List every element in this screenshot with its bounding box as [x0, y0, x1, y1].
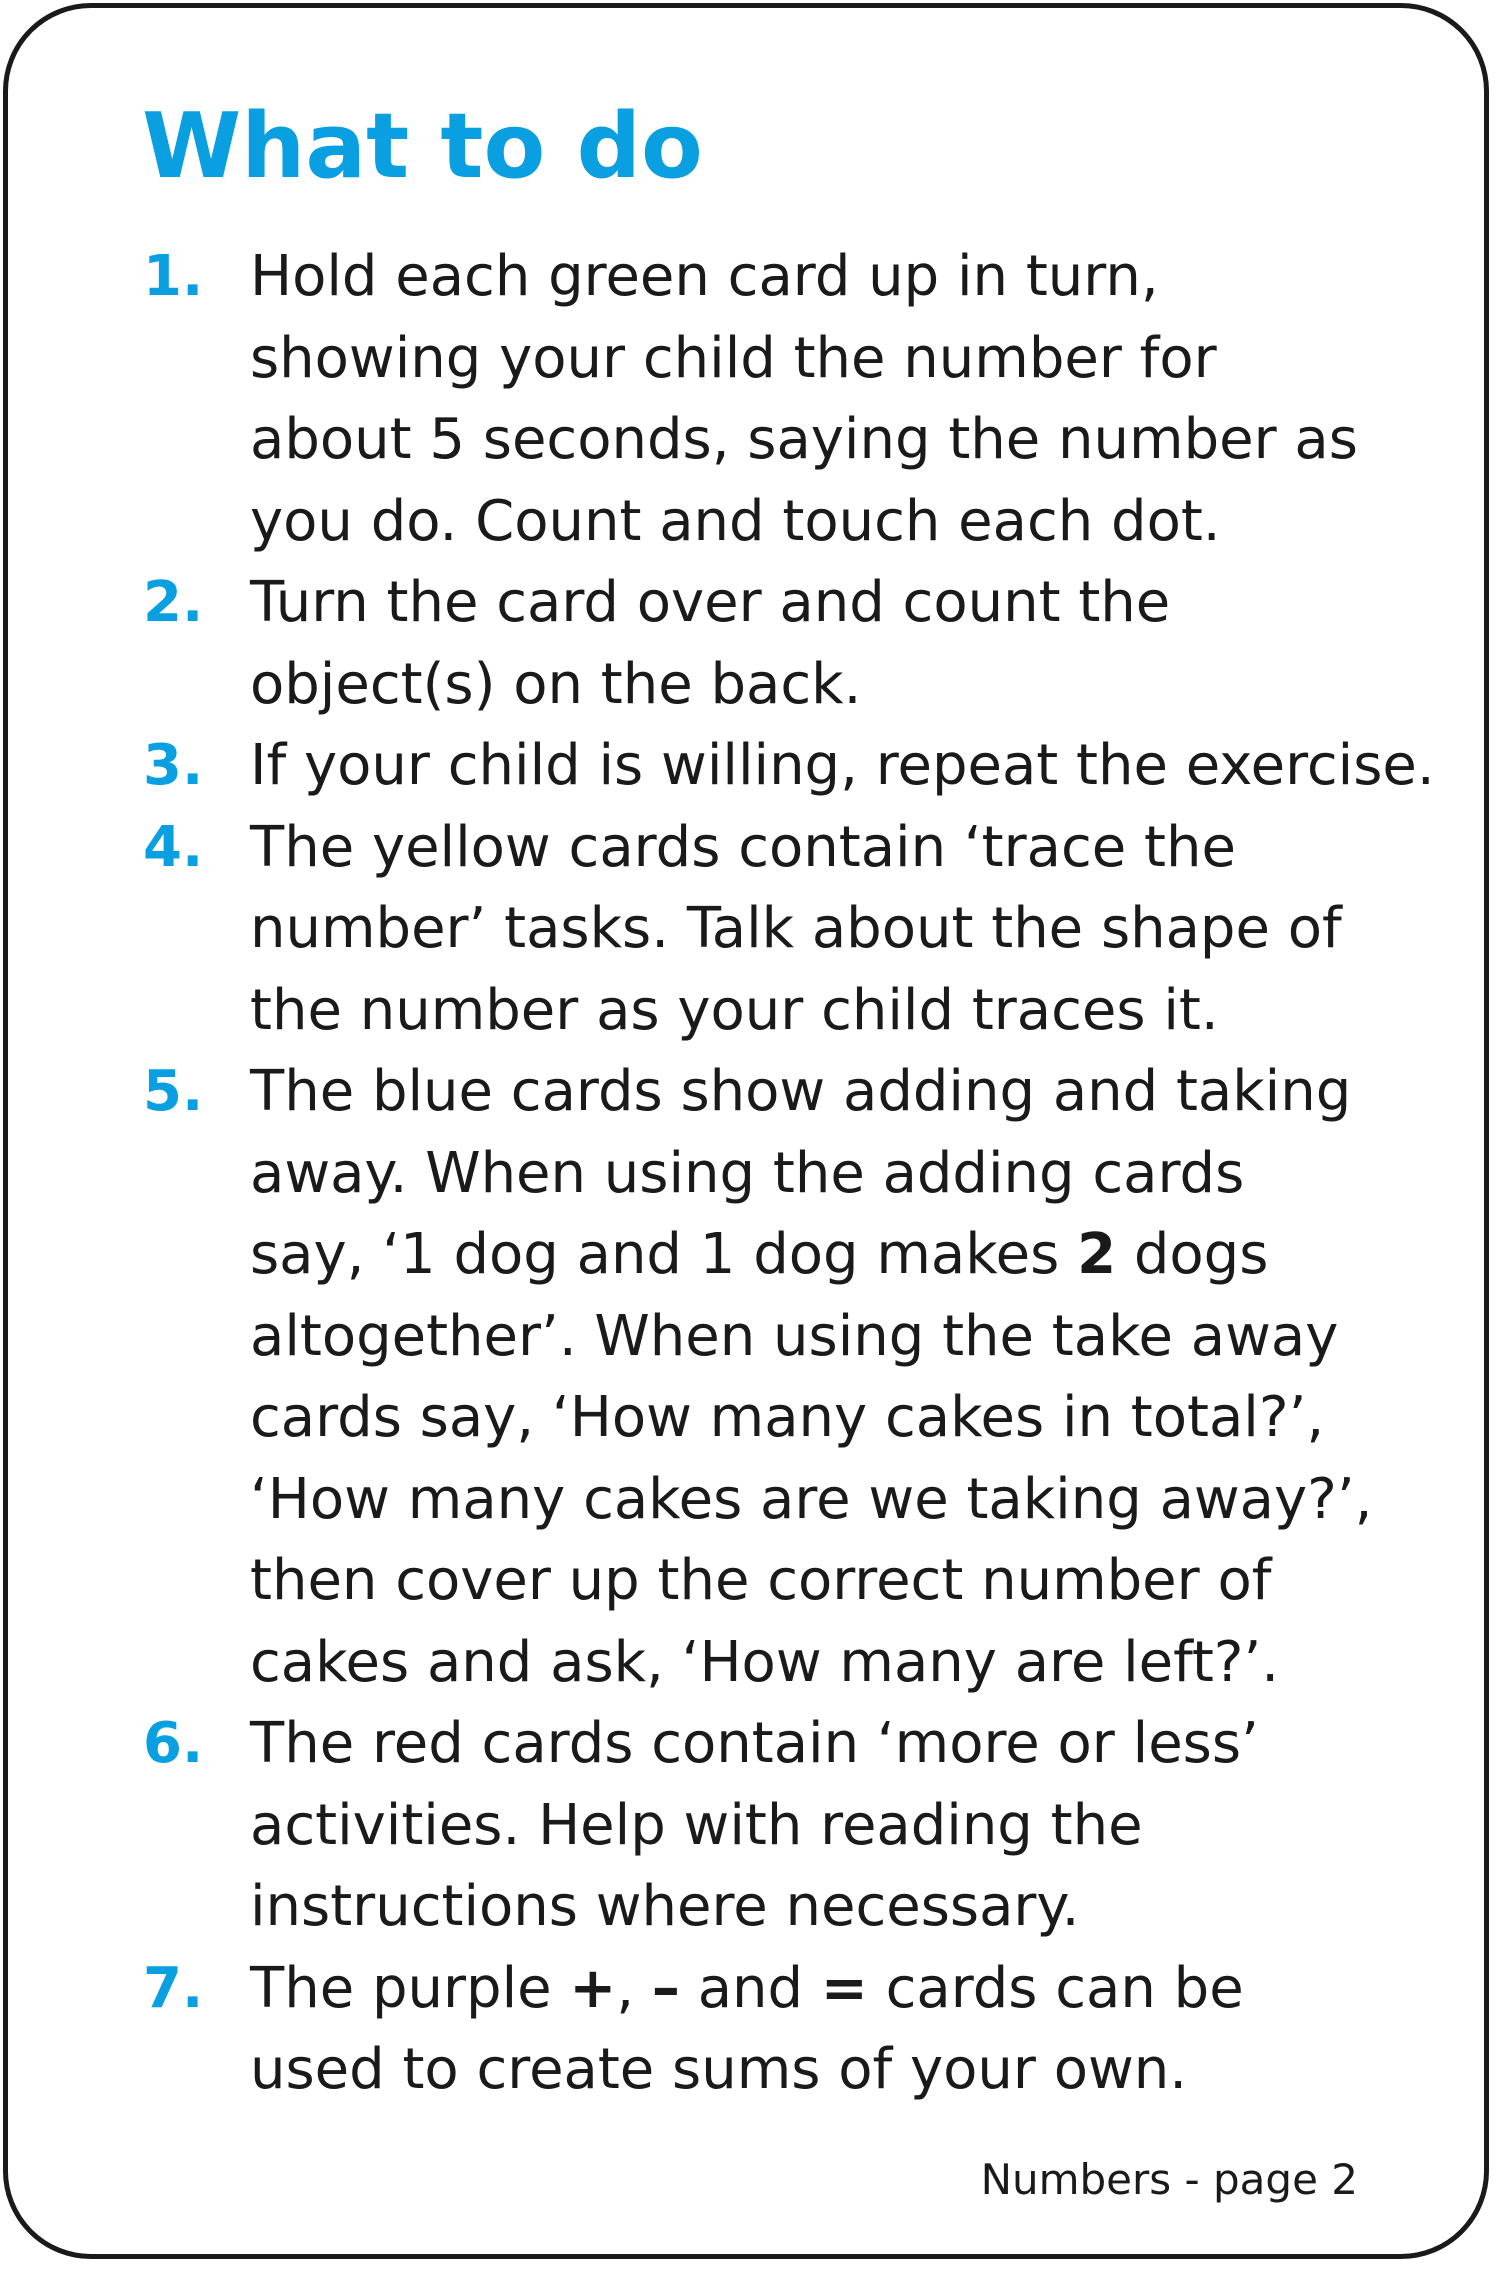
step-line: The red cards contain ‘more or less’ [250, 1711, 1259, 1776]
step-line: The yellow cards contain ‘trace the [250, 814, 1236, 880]
equals-symbol: = [820, 1955, 868, 2021]
step-text: and [679, 1955, 821, 2021]
step-1 [140, 236, 1400, 562]
page-footer: Numbers - page 2 [980, 2155, 1358, 2204]
step-line: object(s) on the back. [250, 651, 862, 717]
minus-symbol: – [651, 1955, 680, 2021]
step-line: Turn the card over and count the [250, 570, 1171, 635]
step-text: cards can be [867, 1955, 1244, 2021]
step-4 [140, 807, 1400, 1052]
step-line: ‘How many cakes are we taking away?’, [250, 1466, 1373, 1532]
step-line: instructions where necessary. [250, 1874, 1080, 1939]
step-line: you do. Count and touch each dot. [250, 488, 1221, 554]
step-number: 7. [143, 1955, 204, 2021]
step-line: cakes and ask, ‘How many are left?’. [250, 1629, 1280, 1695]
step-text: The purple [250, 1955, 570, 2021]
step-line: The blue cards show adding and taking [250, 1059, 1352, 1124]
step-line: away. When using the adding cards [250, 1140, 1245, 1206]
bold-number: 2 [1077, 1222, 1117, 1287]
step-3 [140, 725, 1435, 807]
step-text: dogs [1116, 1222, 1269, 1287]
step-number: 4. [143, 814, 204, 880]
step-number: 2. [143, 570, 204, 635]
step-7 [140, 1948, 1400, 2111]
step-text: say, ‘1 dog and 1 dog makes [250, 1222, 1078, 1287]
step-line: cards say, ‘How many cakes in total?’, [250, 1385, 1325, 1450]
step-6 [140, 1703, 1400, 1948]
plus-symbol: + [569, 1955, 617, 2021]
step-line: the number as your child traces it. [250, 977, 1219, 1043]
step-number: 5. [143, 1059, 204, 1124]
step-5 [140, 1051, 1400, 1703]
step-line: If your child is willing, repeat the exercise. [250, 733, 1435, 798]
step-line: showing your child the number for [250, 325, 1217, 391]
step-line-with-symbols [250, 1948, 1400, 2030]
step-line: activities. Help with reading the [250, 1792, 1143, 1858]
page-title: What to do [142, 94, 703, 199]
step-text: , [616, 1955, 652, 2021]
step-line: used to create sums of your own. [250, 2037, 1188, 2102]
step-line: about 5 seconds, saying the number as [250, 407, 1358, 472]
step-line: altogether’. When using the take away [250, 1303, 1339, 1369]
step-line: number’ tasks. Talk about the shape of [250, 896, 1342, 961]
step-line: then cover up the correct number of [250, 1548, 1272, 1613]
steps-list [140, 236, 1435, 2111]
step-line-with-bold [250, 1214, 1400, 1296]
step-2 [140, 562, 1400, 725]
step-number: 1. [143, 244, 204, 309]
step-number: 6. [143, 1711, 204, 1776]
step-line: Hold each green card up in turn, [250, 244, 1159, 309]
step-number: 3. [143, 733, 204, 798]
